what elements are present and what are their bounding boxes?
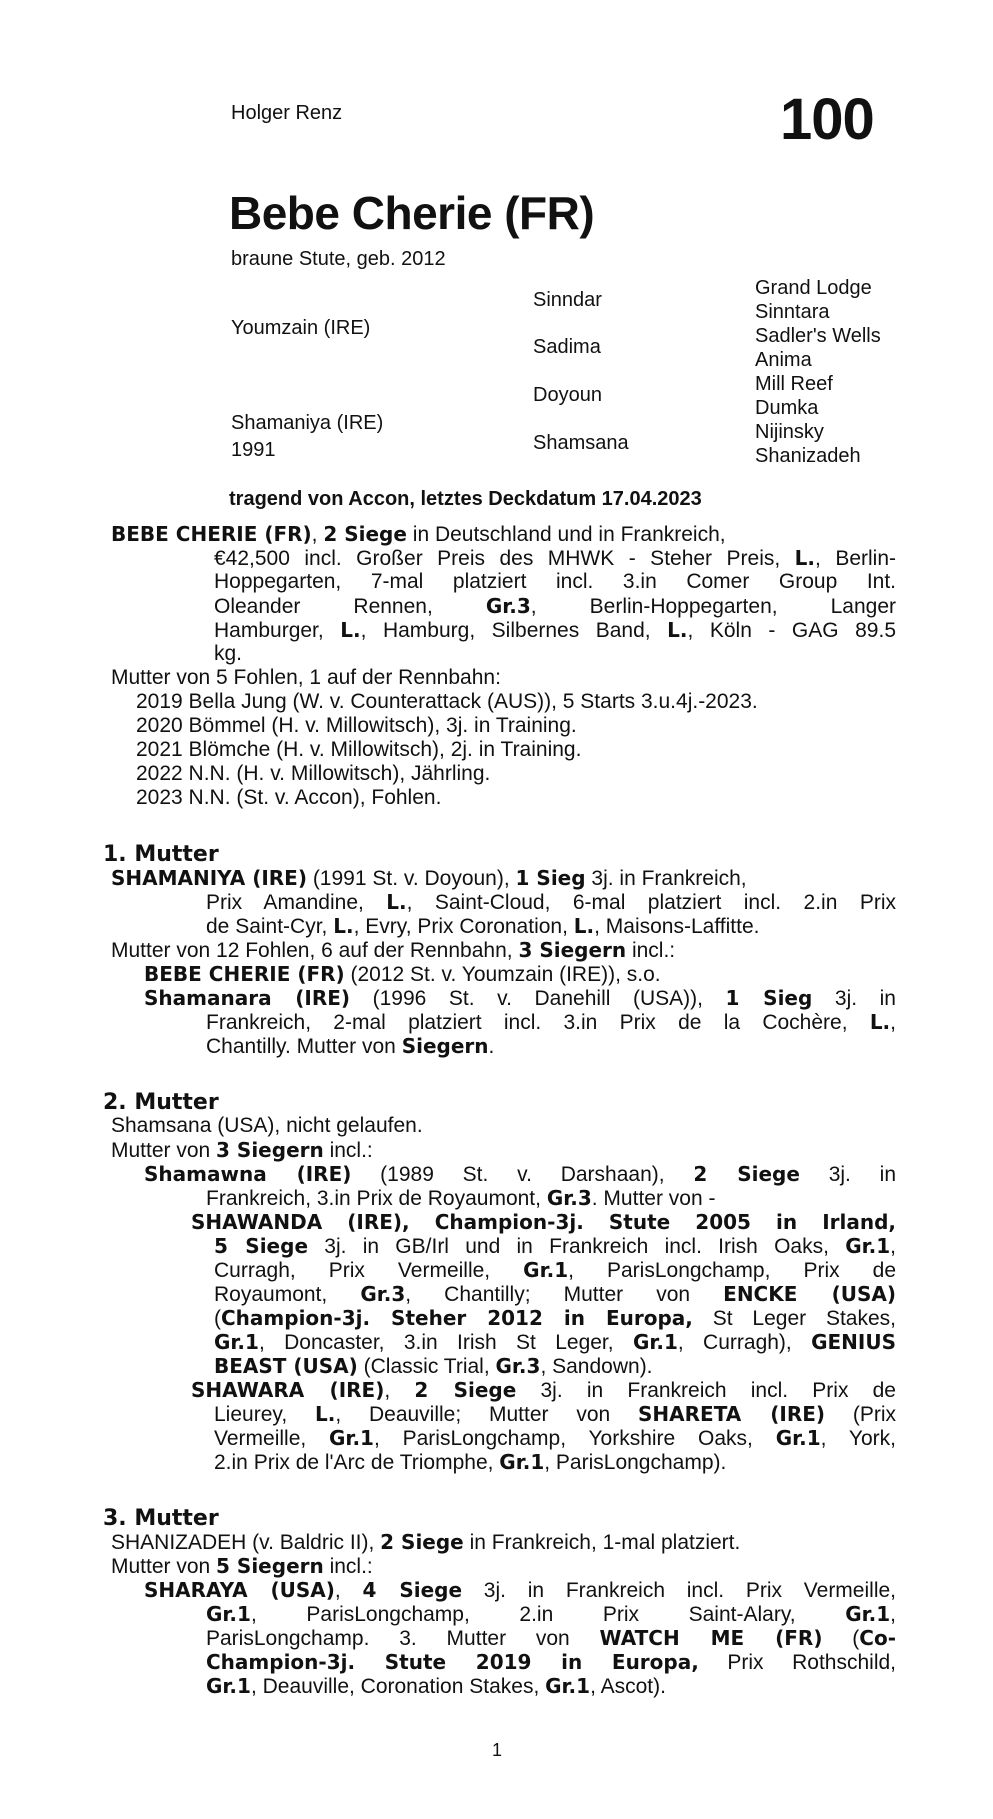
foal-entry: 2022 N.N. (H. v. Millowitsch), Jährling.	[136, 762, 491, 785]
dam2-line: Gr.1, Doncaster, 3.in Irish St Leger, Gr.1, Curragh), GENIUS	[214, 1330, 896, 1354]
dam3-line: SHANIZADEH (v. Baldric II), 2 Siege in Frankreich, 1-mal platziert.	[111, 1530, 741, 1554]
pedigree-g3-item: Sinntara	[755, 301, 830, 323]
dam1-line: BEBE CHERIE (FR) (2012 St. v. Youmzain (IRE)), s.o.	[144, 962, 661, 986]
pedigree-dam-sire: Doyoun	[533, 384, 602, 406]
dam1-line: Prix Amandine, L., Saint-Cloud, 6-mal platziert incl. 2.in Prix	[206, 890, 896, 914]
pedigree-g3-item: Anima	[755, 349, 812, 371]
dam3-line: ParisLongchamp. 3. Mutter von WATCH ME (FR) (Co-	[206, 1626, 897, 1650]
pedigree-dam-year: 1991	[231, 439, 276, 461]
main-record-line: Oleander Rennen, Gr.3, Berlin-Hoppegarten, Langer	[214, 594, 896, 618]
dam2-line: (Champion-3j. Steher 2012 in Europa, St Leger Stakes,	[214, 1306, 896, 1330]
dam3-line: Gr.1, Deauville, Coronation Stakes, Gr.1, Ascot).	[206, 1674, 666, 1698]
pedigree-dam: Shamaniya (IRE)	[231, 412, 384, 434]
dam2-line: Royaumont, Gr.3, Chantilly; Mutter von ENCKE (USA)	[214, 1282, 897, 1306]
foal-entry: 2019 Bella Jung (W. v. Counterattack (AUS)), 5 Starts 3.u.4j.-2023.	[136, 690, 758, 713]
dam2-line: Frankreich, 3.in Prix de Royaumont, Gr.3. Mutter von -	[206, 1186, 716, 1210]
dam1-line: Shamanara (IRE) (1996 St. v. Danehill (USA)), 1 Sieg 3j. in	[144, 986, 896, 1010]
pedigree-sire-sire: Sinndar	[533, 289, 602, 311]
main-record-line: Hamburger, L., Hamburg, Silbernes Band, L., Köln - GAG 89.5	[214, 618, 896, 642]
section-heading-1st-dam: 1. Mutter	[103, 842, 219, 867]
dam2-line: BEAST (USA) (Classic Trial, Gr.3, Sandown).	[214, 1354, 653, 1378]
dam2-line: Mutter von 3 Siegern incl.:	[111, 1138, 373, 1162]
main-record-line: kg.	[214, 642, 243, 665]
lot-number: 100	[780, 87, 874, 152]
dam2-line: Lieurey, L., Deauville; Mutter von SHARETA (IRE) (Prix	[214, 1402, 896, 1426]
dam1-line: de Saint-Cyr, L., Evry, Prix Coronation, L., Maisons-Laffitte.	[206, 914, 760, 938]
dam3-line: SHARAYA (USA), 4 Siege 3j. in Frankreich incl. Prix Vermeille,	[144, 1578, 896, 1602]
dam2-line: 2.in Prix de l'Arc de Triomphe, Gr.1, ParisLongchamp).	[214, 1450, 727, 1474]
main-record-line: €42,500 incl. Großer Preis des MHWK - Steher Preis, L., Berlin-	[214, 546, 896, 570]
pedigree-g3-item: Grand Lodge	[755, 277, 872, 299]
dam1-line: Frankreich, 2-mal platziert incl. 3.in Prix de la Cochère, L.,	[206, 1010, 896, 1034]
dam2-line: Curragh, Prix Vermeille, Gr.1, ParisLongchamp, Prix de	[214, 1258, 896, 1282]
pedigree-dam-dam: Shamsana	[533, 432, 629, 454]
covering-note: tragend von Accon, letztes Deckdatum 17.04.2023	[229, 488, 702, 510]
pedigree-g3-item: Mill Reef	[755, 373, 833, 395]
pedigree-g3-item: Sadler's Wells	[755, 325, 881, 347]
dam2-line: SHAWARA (IRE), 2 Siege 3j. in Frankreich incl. Prix de	[191, 1378, 896, 1402]
pedigree-g3-item: Dumka	[755, 397, 819, 419]
section-heading-2nd-dam: 2. Mutter	[103, 1090, 219, 1115]
dam2-line: Shamawna (IRE) (1989 St. v. Darshaan), 2 Siege 3j. in	[144, 1162, 896, 1186]
horse-name: Bebe Cherie (FR)	[229, 187, 595, 239]
dam2-line: Vermeille, Gr.1, ParisLongchamp, Yorkshire Oaks, Gr.1, York,	[214, 1426, 896, 1450]
horse-description: braune Stute, geb. 2012	[231, 248, 446, 270]
main-record-line: Hoppegarten, 7-mal platziert incl. 3.in Comer Group Int.	[214, 570, 896, 593]
pedigree-g3-item: Shanizadeh	[755, 445, 861, 467]
main-record-line: BEBE CHERIE (FR), 2 Siege in Deutschland und in Frankreich,	[111, 522, 726, 546]
dam3-line: Mutter von 5 Siegern incl.:	[111, 1554, 373, 1578]
dam3-line: Gr.1, ParisLongchamp, 2.in Prix Saint-Alary, Gr.1,	[206, 1602, 896, 1626]
dam1-line: SHAMANIYA (IRE) (1991 St. v. Doyoun), 1 Sieg 3j. in Frankreich,	[111, 866, 747, 890]
dam1-line: Chantilly. Mutter von Siegern.	[206, 1034, 495, 1058]
dam1-line: Mutter von 12 Fohlen, 6 auf der Rennbahn, 3 Siegern incl.:	[111, 938, 676, 962]
section-heading-3rd-dam: 3. Mutter	[103, 1506, 219, 1531]
foal-entry: 2023 N.N. (St. v. Accon), Fohlen.	[136, 786, 442, 809]
foal-entry: 2021 Blömche (H. v. Millowitsch), 2j. in Training.	[136, 738, 582, 761]
author-name: Holger Renz	[231, 102, 343, 124]
foal-entry: 2020 Bömmel (H. v. Millowitsch), 3j. in Training.	[136, 714, 577, 737]
dam2-line: 5 Siege 3j. in GB/Irl und in Frankreich incl. Irish Oaks, Gr.1,	[214, 1234, 896, 1258]
pedigree-sire-dam: Sadima	[533, 336, 601, 358]
pedigree-sire: Youmzain (IRE)	[231, 317, 371, 339]
dam2-line: SHAWANDA (IRE), Champion-3j. Stute 2005 in Irland,	[191, 1210, 897, 1234]
dam3-line: Champion-3j. Stute 2019 in Europa, Prix Rothschild,	[206, 1650, 896, 1674]
foals-intro: Mutter von 5 Fohlen, 1 auf der Rennbahn:	[111, 666, 501, 689]
dam2-line: Shamsana (USA), nicht gelaufen.	[111, 1114, 423, 1137]
pedigree-g3-item: Nijinsky	[755, 421, 824, 443]
page-number: 1	[492, 1740, 503, 1760]
